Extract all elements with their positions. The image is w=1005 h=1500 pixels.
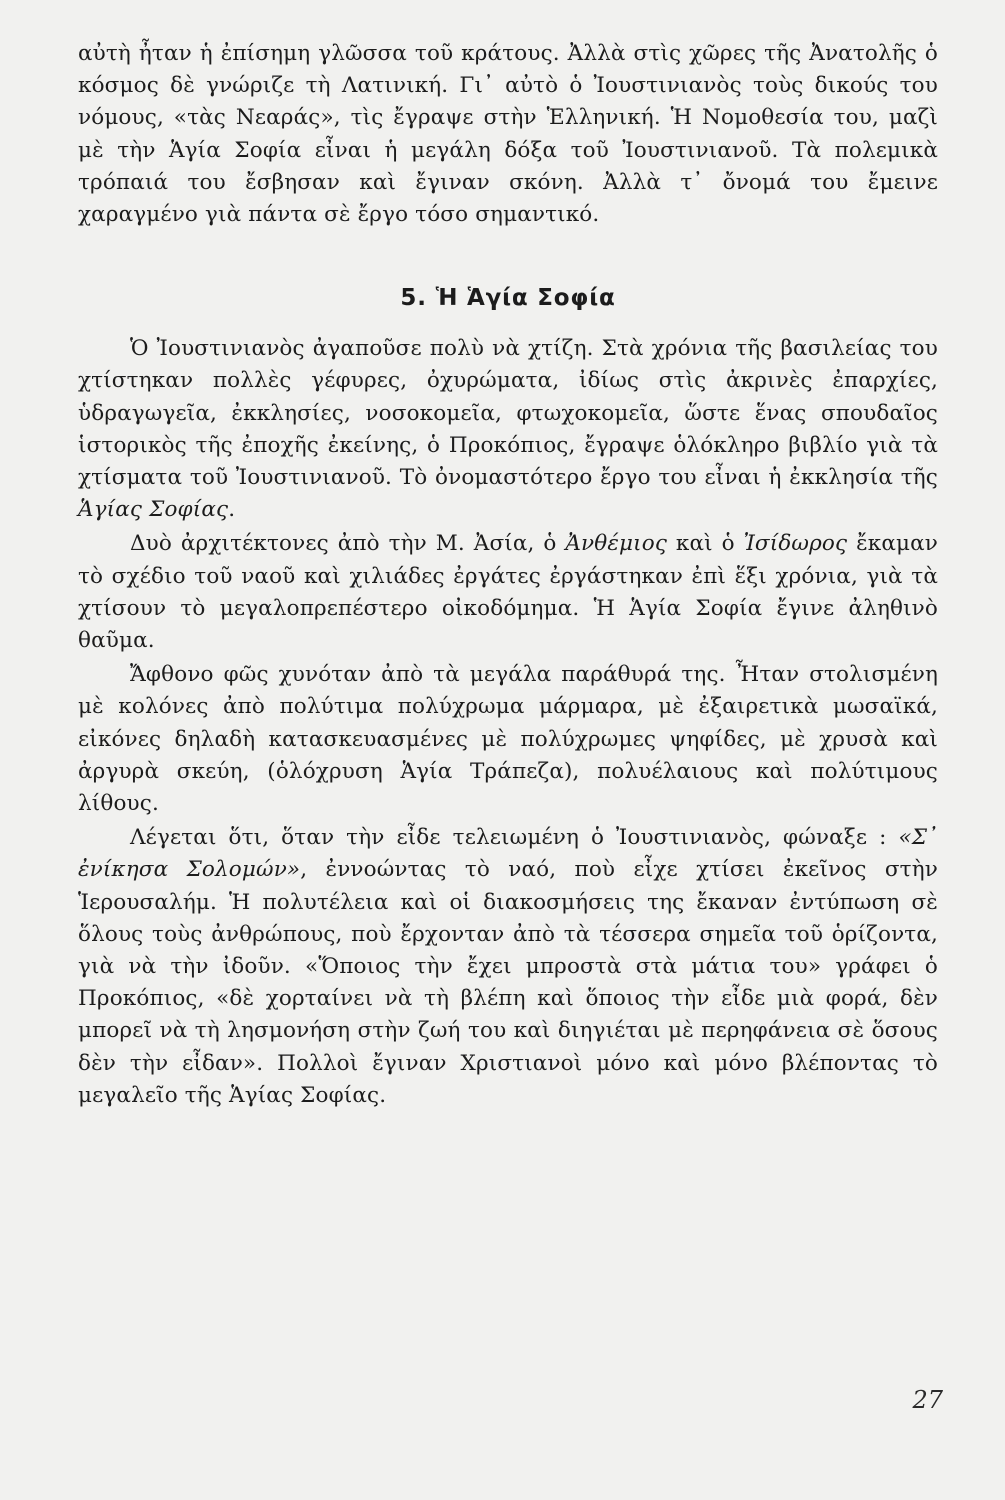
book-page: [78, 38, 938, 1458]
emphasis-anthemios: Ἀνθέμιος: [565, 531, 668, 557]
paragraph-buildings: [78, 333, 938, 526]
paragraph-text: καὶ ὁ: [675, 531, 735, 557]
emphasis-isidoros: Ἰσίδωρος: [743, 531, 848, 557]
paragraph-text: αὐτὴ ἦταν ἡ ἐπίσημη γλῶσσα τοῦ κράτους. Ἀλλὰ στὶς χῶρες τῆς Ἀνατολῆς ὁ κόσμος δὲ γνώριζε τὴ Λατινική. Γι᾿ αὐτὸ ὁ Ἰουστινιανὸς τοὺς δικούς του νόμους, «τὰς Νεαράς», τὶς ἔγραψε στὴν Ἑλληνική. Ἡ Νομοθεσία του, μαζὶ μὲ τὴν Ἁγία Σοφία εἶναι ἡ μεγάλη δόξα τοῦ Ἰουστινιανοῦ. Τὰ πολεμικὰ τρόπαιά του ἔσβησαν καὶ ἔγιναν σκόνη. Ἀλλὰ τ᾿ ὄνομά του ἔμεινε χαραγμένο γιὰ πάντα σὲ ἔργο τόσο σημαντικό.: [78, 41, 938, 228]
paragraph-nomothesia: [78, 38, 938, 231]
paragraph-text: , ἐννοώντας τὸ ναό, ποὺ εἶχε χτίσει ἐκεῖνος στὴν Ἱερουσαλήμ. Ἡ πολυτέλεια καὶ οἱ διακοσμήσεις της ἔκαναν ἐντύπωση σὲ ὅλους τοὺς ἀνθρώπους, ποὺ ἔρχονταν ἀπὸ τὰ τέσσερα σημεῖα τοῦ ὁρίζοντα, γιὰ νὰ τὴν ἰδοῦν. «Ὅποιος τὴν ἔχει μπροστὰ στὰ μάτια του» γράφει ὁ Προκόπιος, «δὲ χορταίνει νὰ τὴ βλέπη καὶ ὅποιος τὴν εἶδε μιὰ φορά, δὲν μπορεῖ νὰ τὴ λησμονήση στὴν ζωή του καὶ διηγιέται μὲ περηφάνεια σὲ ὅσους δὲν τὴν εἶδαν». Πολλοὶ ἔγιναν Χριστιανοὶ μόνο καὶ μόνο βλέποντας τὸ μεγαλεῖο τῆς Ἁγίας Σοφίας.: [78, 857, 938, 1108]
section-heading: 5. Ἡ Ἁγία Σοφία: [400, 285, 616, 312]
paragraph-architects: [78, 528, 938, 657]
paragraph-text: Ὁ Ἰουστινιανὸς ἀγαποῦσε πολὺ νὰ χτίζη. Στὰ χρόνια τῆς βασιλείας του χτίστηκαν πολλὲς γέφυρες, ὀχυρώματα, ἰδίως στὶς ἀκρινὲς ἐπαρχίες, ὑδραγωγεῖα, ἐκκλησίες, νοσοκομεῖα, φτωχοκομεῖα, ὥστε ἕνας σπουδαῖος ἱστορικὸς τῆς ἐποχῆς ἐκείνης, ὁ Προκόπιος, ἔγραψε ὁλόκληρο βιβλίο γιὰ τὰ χτίσματα τοῦ Ἰουστινιανοῦ. Τὸ ὀνομαστότερο ἔργο του εἶναι ἡ ἐκκλησία τῆς: [78, 336, 938, 491]
emphasis-quote: «Σ᾿ ἐνίκησα Σολομών»: [78, 825, 938, 883]
paragraph-text: Λέγεται ὅτι, ὅταν τὴν εἶδε τελειωμένη ὁ Ἰουστινιανὸς, φώναξε :: [130, 825, 887, 851]
paragraph-decoration: [78, 659, 938, 820]
paragraph-solomon: [78, 822, 938, 1112]
paragraph-text: Δυὸ ἀρχιτέκτονες ἀπὸ τὴν Μ. Ἀσία, ὁ: [130, 531, 557, 557]
page-number: 27: [912, 1386, 943, 1414]
paragraph-text: .: [228, 497, 236, 523]
paragraph-text: ἔκαμαν τὸ σχέδιο τοῦ ναοῦ καὶ χιλιάδες ἐργάτες ἐργάστηκαν ἐπὶ ἕξι χρόνια, γιὰ τὰ χτίσουν τὸ μεγαλοπρεπέστερο οἰκοδόμημα. Ἡ Ἁγία Σοφία ἔγινε ἀληθινὸ θαῦμα.: [78, 531, 939, 654]
paragraph-text: Ἄφθονο φῶς χυνόταν ἀπὸ τὰ μεγάλα παράθυρά της. Ἦταν στολισμένη μὲ κολόνες ἀπὸ πολύτιμα πολύχρωμα μάρμαρα, μὲ ἐξαιρετικὰ μωσαϊκά, εἰκόνες δηλαδὴ κατασκευασμένες μὲ πολύχρωμες ψηφίδες, μὲ χρυσὰ καὶ ἀργυρὰ σκεύη, (ὁλόχρυση Ἁγία Τράπεζα), πολυέλαιους καὶ πολύτιμους λίθους.: [78, 662, 938, 817]
emphasis-text: Ἁγίας Σοφίας: [78, 497, 229, 523]
